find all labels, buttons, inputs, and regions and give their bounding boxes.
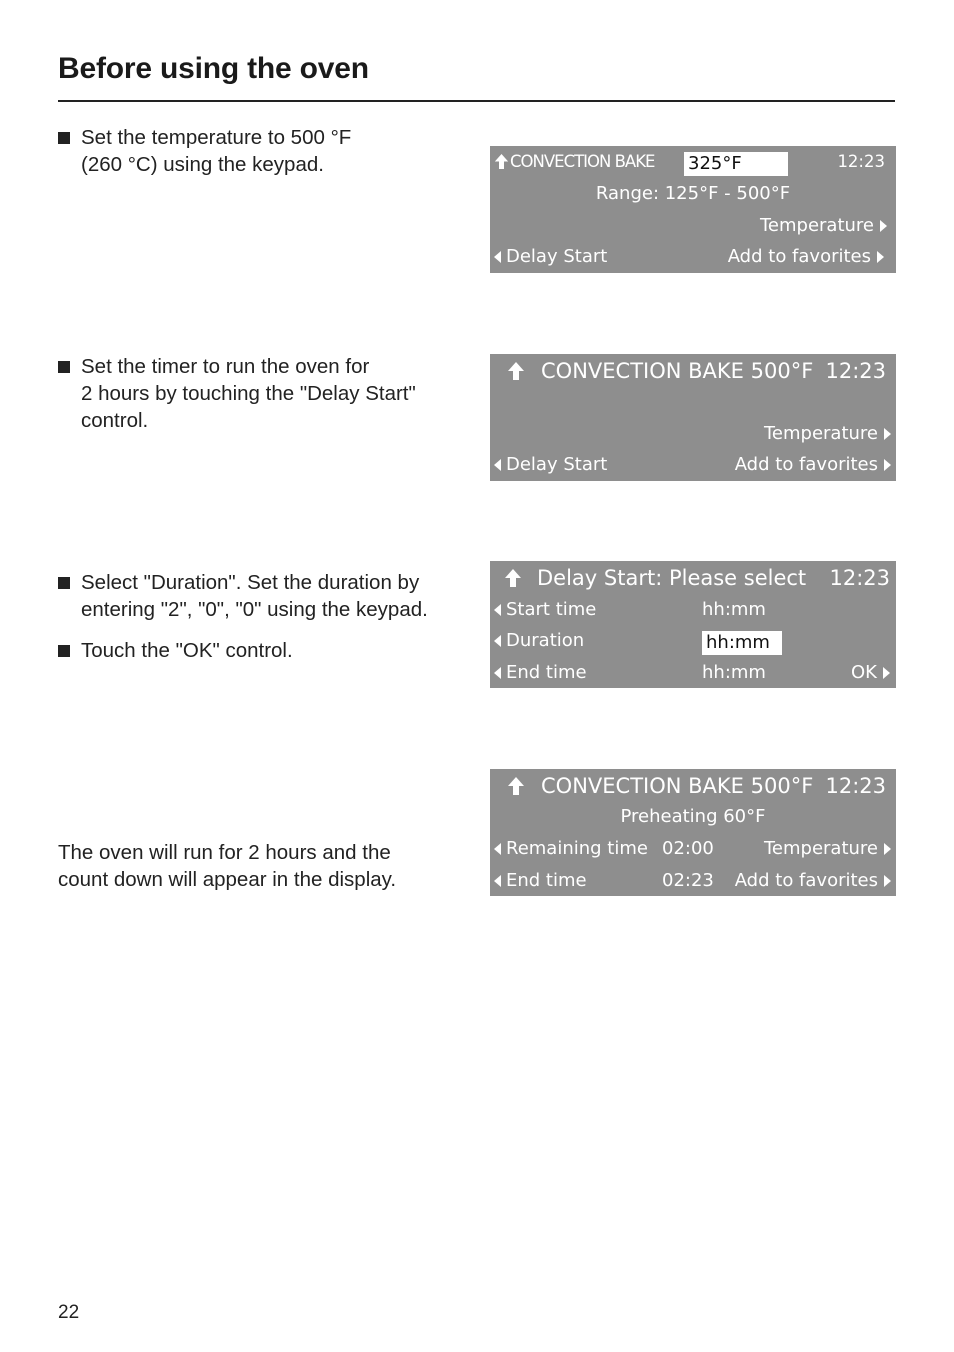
step-2-text [58,353,468,448]
end-time-value: 02:23 [662,870,714,891]
delay-start-control[interactable] [494,243,607,271]
duration-row [490,627,896,655]
display-header [490,148,896,176]
duration-label: Duration [506,630,585,651]
bullet-item [58,353,468,434]
bullet-line-3: control. [81,409,149,432]
end-time-value: hh:mm [702,662,766,683]
bullet-item [58,637,478,664]
add-favorites-label: Add to favorites [734,454,878,475]
bullet-square-icon [58,361,70,373]
text-line-2: count down will appear in the display. [58,868,397,891]
start-time-label: Start time [506,599,597,620]
bullet-item [58,569,478,623]
add-favorites-control[interactable] [735,451,891,479]
display-heading: CONVECTION BAKE 500°F [541,359,814,383]
start-time-control[interactable] [494,596,596,624]
right-arrow-icon [880,220,887,232]
title-divider [58,100,895,102]
oven-display-1 [490,146,896,273]
left-arrow-icon [494,459,501,471]
display-clock: 12:23 [825,359,886,383]
oven-display-2 [490,354,896,481]
display-clock: 12:23 [837,152,885,171]
bullet-square-icon [58,577,70,589]
display-header [490,563,896,593]
left-arrow-icon [494,251,501,263]
temperature-label: Temperature [759,215,874,236]
temperature-label: Temperature [763,838,878,859]
end-time-label: End time [506,662,587,683]
oven-display-4 [490,769,896,896]
temperature-label: Temperature [763,423,878,444]
display-mode: CONVECTION BAKE [510,152,655,171]
left-arrow-icon [494,667,501,679]
remaining-time-control[interactable] [494,835,648,863]
display-clock: 12:23 [829,566,890,590]
display-header [490,771,896,801]
right-arrow-icon [884,428,891,440]
up-arrow-icon[interactable] [507,361,525,381]
temperature-control[interactable] [760,212,887,240]
display-heading: Delay Start: Please select [537,566,807,590]
delay-start-label: Delay Start [506,246,608,267]
right-arrow-icon [884,459,891,471]
add-favorites-label: Add to favorites [727,246,871,267]
ok-control[interactable] [851,659,890,687]
remaining-time-row [490,835,896,863]
oven-display-3 [490,561,896,688]
temperature-input[interactable]: 325°F [684,152,788,176]
display-clock: 12:23 [825,774,886,798]
right-arrow-icon [883,667,890,679]
end-time-control[interactable] [494,867,587,895]
bullet-square-icon [58,132,70,144]
left-arrow-icon [494,604,501,616]
bullet-square-icon [58,645,70,657]
bullet-line-1: Touch the "OK" control. [81,639,293,662]
right-arrow-icon [884,843,891,855]
right-arrow-icon [884,875,891,887]
add-favorites-control[interactable] [735,867,891,895]
add-favorites-label: Add to favorites [734,870,878,891]
start-time-value: hh:mm [702,599,766,620]
bullet-line-2: (260 °C) using the keypad. [81,153,324,176]
temperature-control[interactable] [764,835,891,863]
end-time-row [490,867,896,895]
display-bottom-row [490,451,896,479]
range-text: Range: 125°F - 500°F [595,183,791,204]
display-temperature-row [490,420,896,448]
up-arrow-icon[interactable] [494,153,509,170]
ok-label: OK [851,662,877,683]
text-line-1: The oven will run for 2 hours and the [58,841,391,864]
preheating-status: Preheating 60°F [620,806,766,827]
right-arrow-icon [877,251,884,263]
add-favorites-control[interactable] [728,243,884,271]
display-heading: CONVECTION BAKE 500°F [541,774,814,798]
bullet-line-2: 2 hours by touching the "Delay Start" [81,382,416,405]
delay-start-label: Delay Start [506,454,608,475]
bullet-line-1: Set the timer to run the oven for [81,355,370,378]
duration-input[interactable]: hh:mm [702,631,782,655]
step-3-text [58,569,478,678]
start-time-row [490,596,896,624]
preheating-row [490,803,896,831]
step-1-text [58,124,468,192]
bullet-item [58,124,468,178]
display-bottom-row [490,243,896,271]
bullet-line-1: Select "Duration". Set the duration by [81,571,420,594]
up-arrow-icon[interactable] [504,568,522,588]
left-arrow-icon [494,635,501,647]
display-header [490,356,896,386]
temperature-control[interactable] [764,420,891,448]
up-arrow-icon[interactable] [507,776,525,796]
bullet-line-1: Set the temperature to 500 °F [81,126,352,149]
left-arrow-icon [494,875,501,887]
bullet-line-2: entering "2", "0", "0" using the keypad. [81,598,428,621]
delay-start-control[interactable] [494,451,607,479]
end-time-label: End time [506,870,587,891]
end-time-control[interactable] [494,659,587,687]
display-range [490,180,896,208]
display-temperature-row [490,212,896,240]
left-arrow-icon [494,843,501,855]
remaining-time-value: 02:00 [662,838,714,859]
end-time-row [490,659,896,687]
duration-control[interactable] [494,627,584,655]
remaining-time-label: Remaining time [506,838,648,859]
page-number: 22 [58,1302,80,1323]
page-title: Before using the oven [58,52,369,85]
step-4-text [58,839,478,893]
